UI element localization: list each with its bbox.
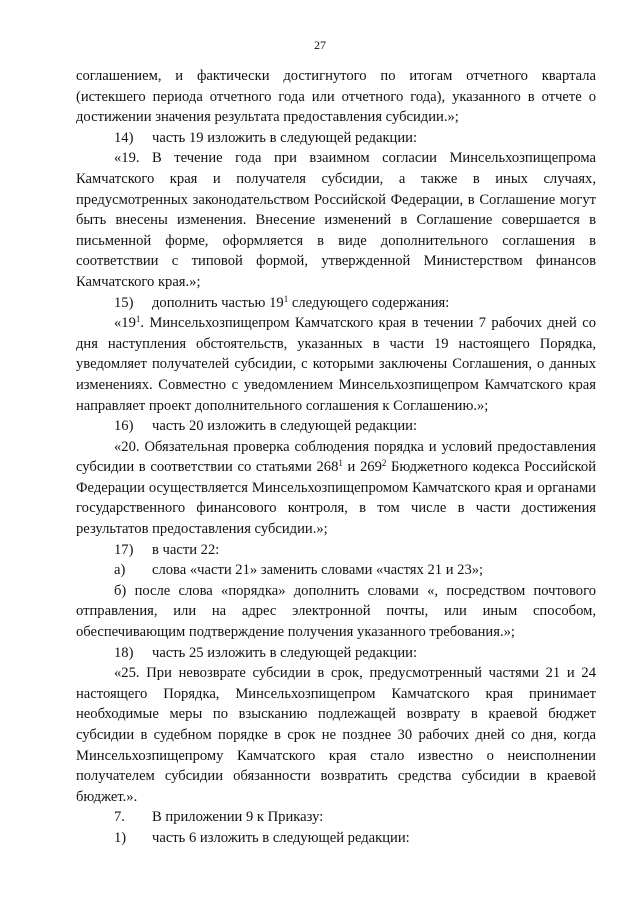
page-number: 27 [314, 38, 326, 52]
superscript: 2 [381, 458, 387, 469]
list-item-text [152, 293, 596, 314]
paragraph-20 [76, 437, 596, 540]
list-item-number: б) [114, 582, 127, 599]
list-item-a [76, 560, 596, 581]
paragraph-25: «25. При невозврате субсидии в срок, предусмотренный частями 21 и 24 настоящего Порядка, Минсельхозпищепром Камчатского края принимает необходимые меры по взысканию подлежащей возврату в краевой бюджет субсидии в судебном порядке в срок не позднее 30 рабочих дней со дня, когда Минсельхозпищепрому Камчатского края стало известно о неисполнении получателем субсидии обязанности возвратить средства субсидии в краевой бюджет.». [76, 665, 596, 805]
list-item-number: 17) [114, 541, 134, 558]
paragraph-19: «19. В течение года при взаимном согласии Минсельхозпищепрома Камчатского края и получателя субсидии, а также в иных случаях, предусмотренных законодательством Российской Федерации, в Соглашение могут быть внесены изменения. Внесение изменений в Соглашение совершается в письменной форме, оформляется в виде дополнительного соглашения в соответствии с типовой формой, утвержденной Министерством финансов Камчатского края.»; [76, 150, 596, 290]
list-item-text: часть 25 изложить в следующей редакции: [152, 644, 418, 661]
list-item-text: часть 20 изложить в следующей редакции: [152, 418, 418, 435]
list-item-number: 1) [114, 829, 127, 846]
paragraph-open: «19 [114, 315, 136, 332]
paragraph-text-3: Бюджетного кодекса Российской Федерации осуществляется Минсельхозпищепромом Камчатского края и органами государственного финансового контроля, в том числе в части достижения результатов предоставления субсидии.»; [76, 459, 597, 538]
list-item-text: часть 6 изложить в следующей редакции: [152, 829, 410, 846]
superscript: 1 [338, 458, 343, 469]
list-item-14 [76, 128, 596, 149]
superscript: 1 [283, 293, 289, 304]
paragraph-text: . Минсельхозпищепром Камчатского края в течении 7 рабочих дней со дня наступления обстоятельств, указанных в части 19 настоящего Порядка, уведомляет получателей субсидии, с которыми заключены Соглашения, о данных изменениях. Совместно с уведомлением Минсельхозпищепром Камчатского края направляет проект дополнительного соглашения к Соглашению.»; [76, 315, 596, 414]
text-before-sup: дополнить частью 19 [152, 294, 284, 311]
list-item-text: слова «части 21» заменить словами «частях 21 и 23»; [152, 562, 484, 579]
list-item-1 [76, 828, 596, 849]
list-item-number: 16) [114, 418, 134, 435]
list-item-17 [76, 540, 596, 561]
list-item-number: а) [114, 562, 126, 579]
list-item-15 [76, 293, 596, 314]
paragraph-text-1: «20. Обязательная проверка соблюдения порядка и условий предоставления субсидии в соответствии со статьями 268 [76, 438, 596, 476]
list-item-text: в части 22: [152, 541, 220, 558]
list-item-16 [76, 416, 596, 437]
text-after-sup: следующего содержания: [288, 294, 450, 311]
paragraph-text-2: и 269 [342, 459, 382, 476]
list-item-number: 18) [114, 644, 134, 661]
list-item-text: после слова «порядка» дополнить словами «, посредством почтового отправления, или на адрес электронной почты, или иным способом, обеспечивающим подтверждение получения указанного требования.»; [76, 582, 596, 641]
list-item-text: часть 19 изложить в следующей редакции: [152, 129, 418, 146]
superscript: 1 [135, 314, 141, 325]
paragraph-19-1 [76, 313, 596, 416]
list-item-number: 7. [114, 809, 125, 826]
list-item-18 [76, 643, 596, 664]
list-item-b [76, 581, 596, 643]
document-body [76, 66, 596, 849]
list-item-text: В приложении 9 к Приказу: [152, 809, 324, 826]
list-item-number: 14) [114, 129, 134, 146]
list-item-number: 15) [114, 294, 134, 311]
list-item-7 [76, 807, 596, 828]
lead-in-paragraph: соглашением, и фактически достигнутого по итогам отчетного квартала (истекшего периода отчетного года или отчетного года), указанного в отчете о достижении значения результата предоставления субсидии.»; [76, 68, 596, 126]
